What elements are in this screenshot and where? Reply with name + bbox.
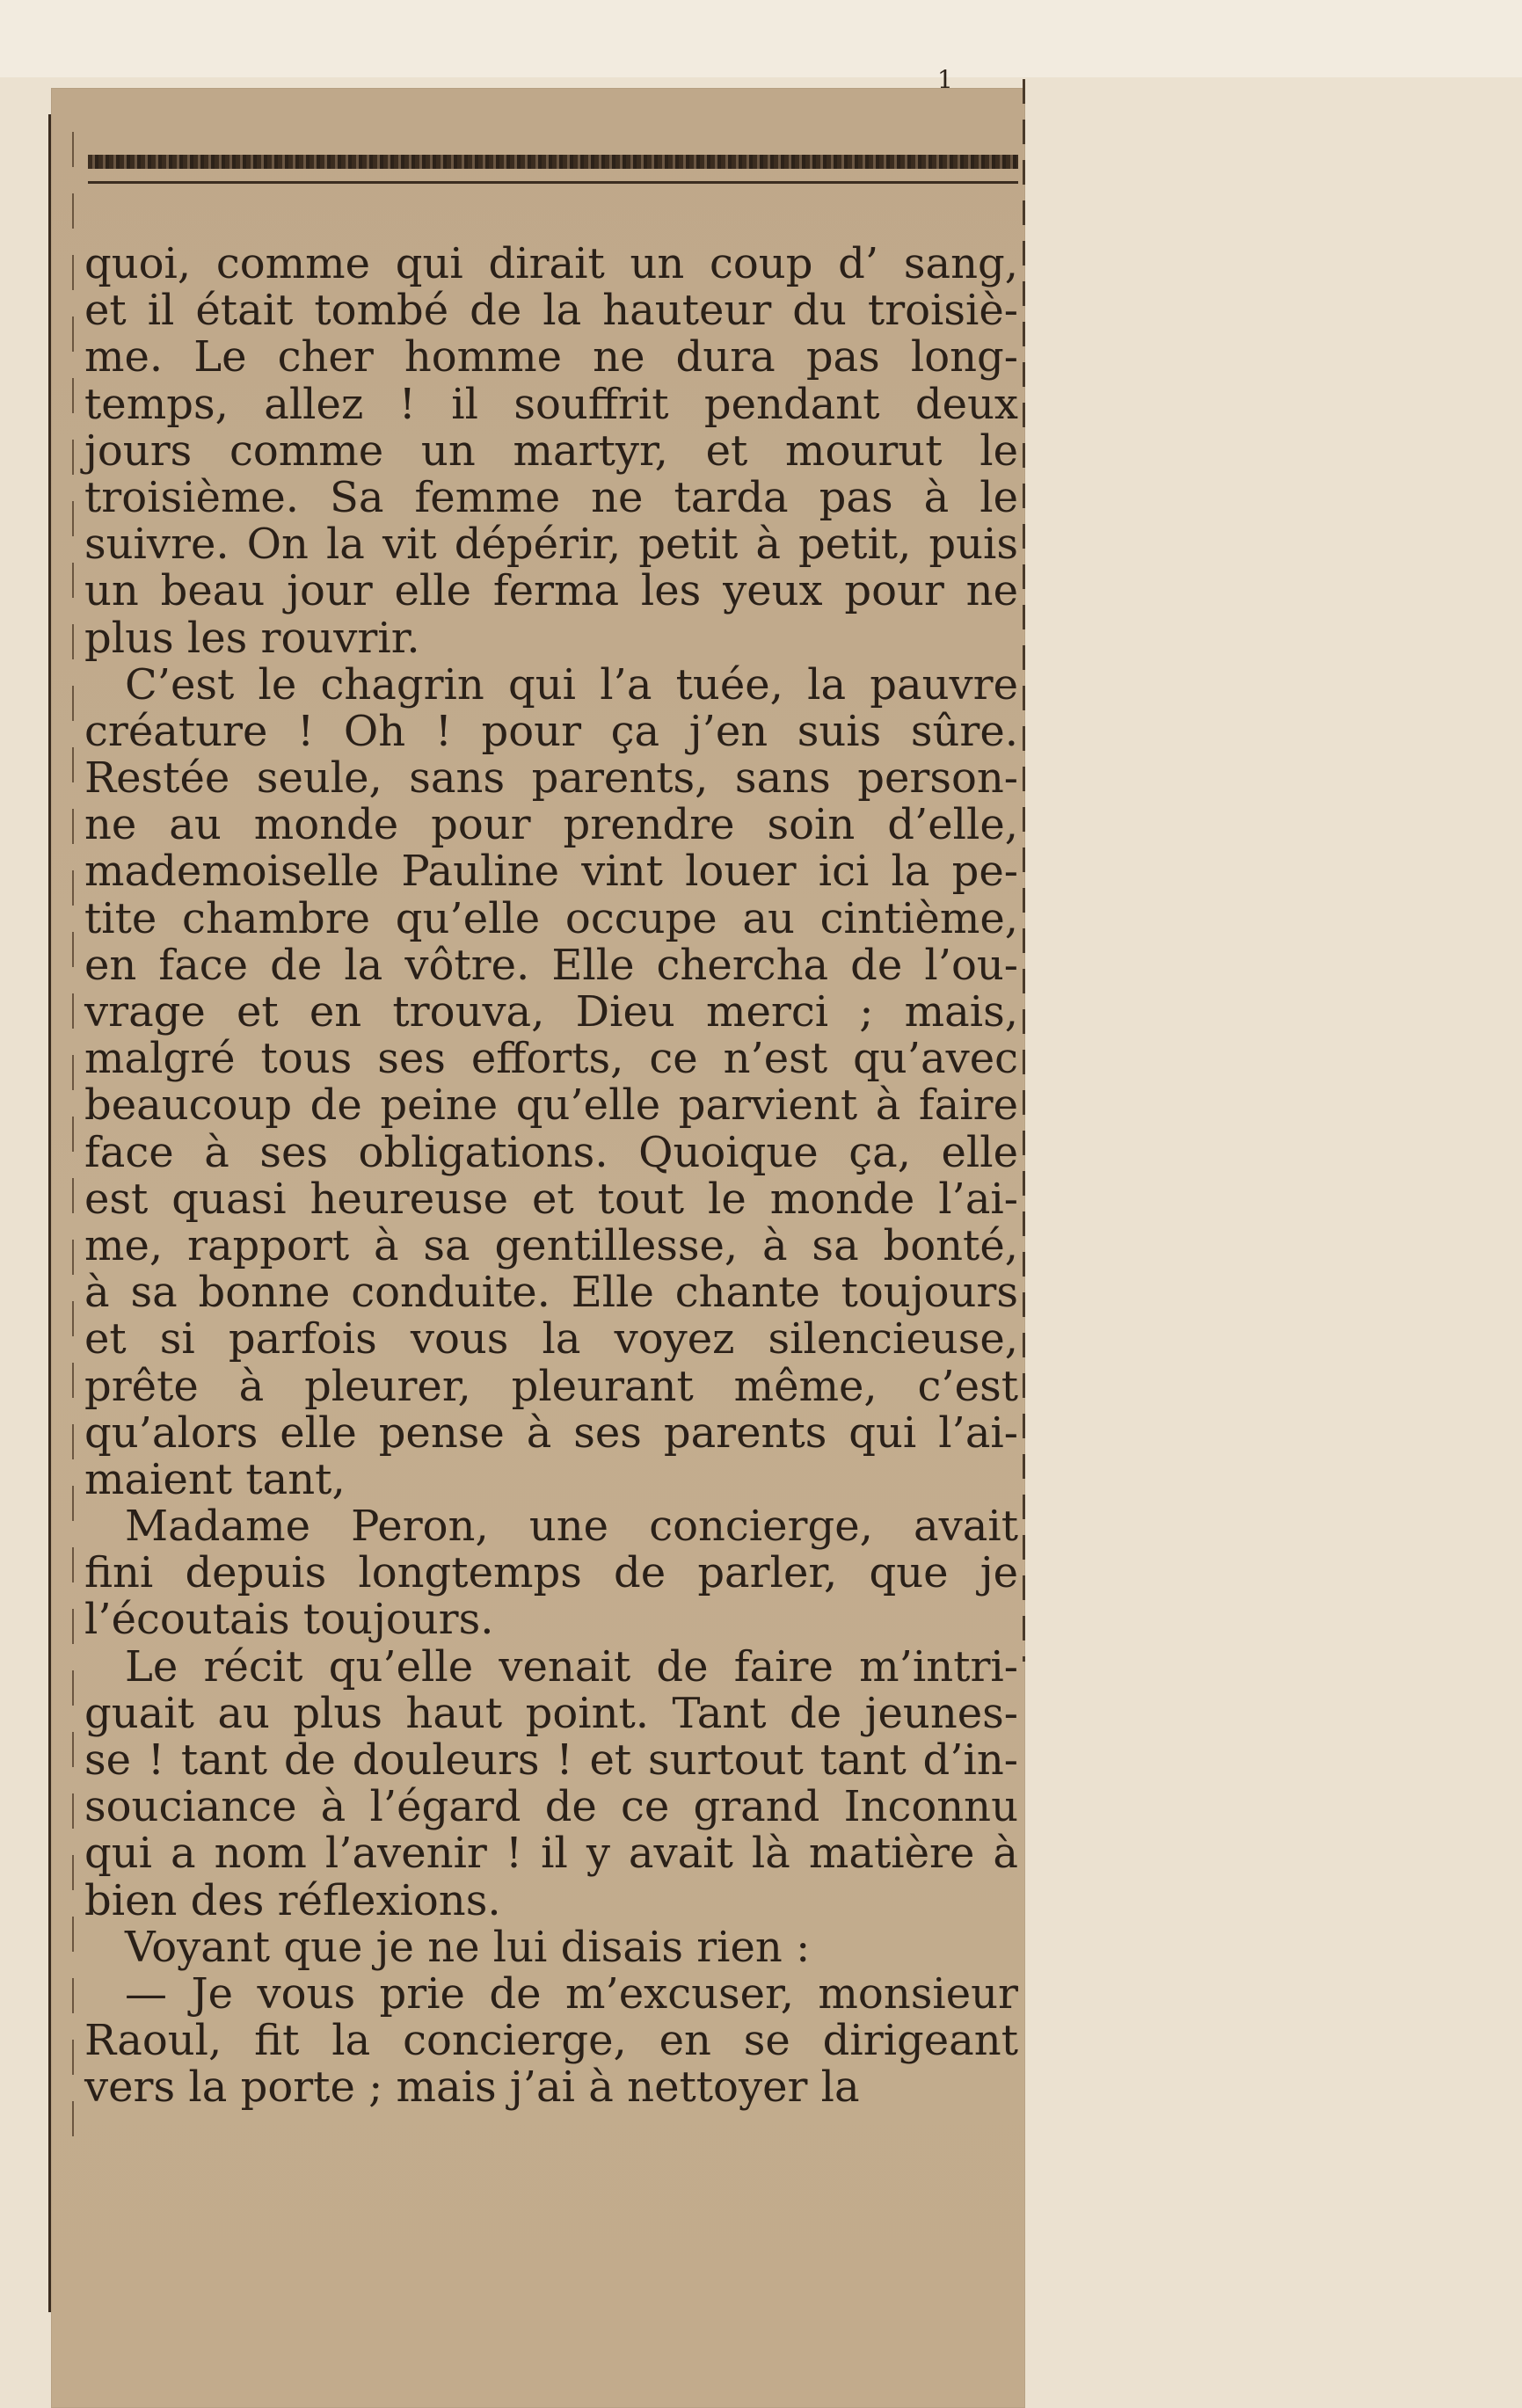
text-line: ne au monde pour prendre soin d’elle, — [84, 800, 1018, 850]
text-line: vrage et en trouva, Dieu merci ; mais, — [84, 987, 1018, 1037]
page-top-margin — [0, 0, 1522, 77]
text-line: mademoiselle Pauline vint louer ici la pe- — [84, 847, 1018, 897]
text-line: face à ses obligations. Quoique ça, elle — [84, 1127, 1018, 1177]
ornamental-header-rule — [88, 155, 1018, 169]
text-line: me, rapport à sa gentillesse, à sa bonté, — [84, 1220, 1018, 1270]
text-line: beaucoup de peine qu’elle parvient à faire — [84, 1080, 1018, 1131]
text-line: Voyant que je ne lui disais rien : — [125, 1922, 811, 1972]
text-line: se ! tant de douleurs ! et surtout tant d’in- — [84, 1735, 1018, 1785]
text-line: créature ! Oh ! pour ça j’en suis sûre. — [84, 706, 1018, 756]
paragraph — [84, 1503, 1018, 1644]
text-line: bien des réflexions. — [84, 1875, 501, 1925]
text-line: Raoul, fit la concierge, en se dirigeant — [84, 2016, 1018, 2066]
text-line: Restée seule, sans parents, sans person- — [84, 753, 1018, 804]
column-rule-right — [1023, 79, 1025, 1662]
text-line: jours comme un martyr, et mourut le — [84, 426, 1018, 476]
text-line: suivre. On la vit dépérir, petit à petit, puis — [84, 520, 1018, 570]
text-line: prête à pleurer, pleurant même, c’est — [84, 1361, 1018, 1411]
text-line: troisième. Sa femme ne tarda pas à le — [84, 472, 1018, 522]
text-line: Madame Peron, une concierge, avait — [125, 1502, 1018, 1552]
column-rule-left — [72, 132, 74, 2154]
text-line: C’est le chagrin qui l’a tuée, la pauvre — [125, 659, 1018, 709]
text-line: et si parfois vous la voyez silencieuse, — [84, 1314, 1018, 1364]
paragraph — [84, 659, 1018, 1504]
article-body — [84, 241, 1018, 2112]
text-line: et il était tombé de la hauteur du troisiè- — [84, 286, 1018, 336]
text-line: qu’alors elle pense à ses parents qui l’ai- — [84, 1408, 1018, 1458]
paragraph — [84, 1641, 1018, 1925]
text-line: quoi, comme qui dirait un coup d’ sang, — [84, 239, 1018, 288]
text-line: l’écoutais toujours. — [84, 1595, 494, 1645]
paragraph — [84, 1968, 1018, 2113]
text-line: un beau jour elle ferma les yeux pour ne — [84, 566, 1018, 616]
header-rule — [88, 181, 1018, 184]
text-line: maient tant, — [84, 1454, 346, 1504]
text-line: vers la porte ; mais j’ai à nettoyer la — [84, 2062, 860, 2113]
text-line: — Je vous prie de m’excuser, monsieur — [125, 1968, 1018, 2019]
text-line: souciance à l’égard de ce grand Inconnu — [84, 1782, 1018, 1832]
clipping-left-border — [48, 114, 51, 2312]
text-line: en face de la vôtre. Elle chercha de l’ou- — [84, 940, 1018, 990]
paragraph — [84, 1924, 1018, 1971]
text-line: à sa bonne conduite. Elle chante toujours — [84, 1268, 1018, 1318]
text-line: Le récit qu’elle venait de faire m’intri- — [125, 1641, 1018, 1691]
text-line: guait au plus haut point. Tant de jeunes- — [84, 1688, 1018, 1738]
text-line: est quasi heureuse et tout le monde l’ai- — [84, 1174, 1018, 1224]
text-line: temps, allez ! il souffrit pendant deux — [84, 379, 1018, 429]
page-folio: 1 — [937, 65, 953, 94]
paragraph — [84, 241, 1018, 662]
text-line: plus les rouvrir. — [84, 613, 420, 663]
text-line: qui a nom l’avenir ! il y avait là matière à — [84, 1829, 1018, 1879]
text-line: malgré tous ses efforts, ce n’est qu’avec — [84, 1034, 1018, 1084]
text-line: me. Le cher homme ne dura pas long- — [84, 332, 1018, 382]
text-line: tite chambre qu’elle occupe au cintième, — [84, 893, 1018, 943]
text-line: fini depuis longtemps de parler, que je — [84, 1548, 1018, 1598]
